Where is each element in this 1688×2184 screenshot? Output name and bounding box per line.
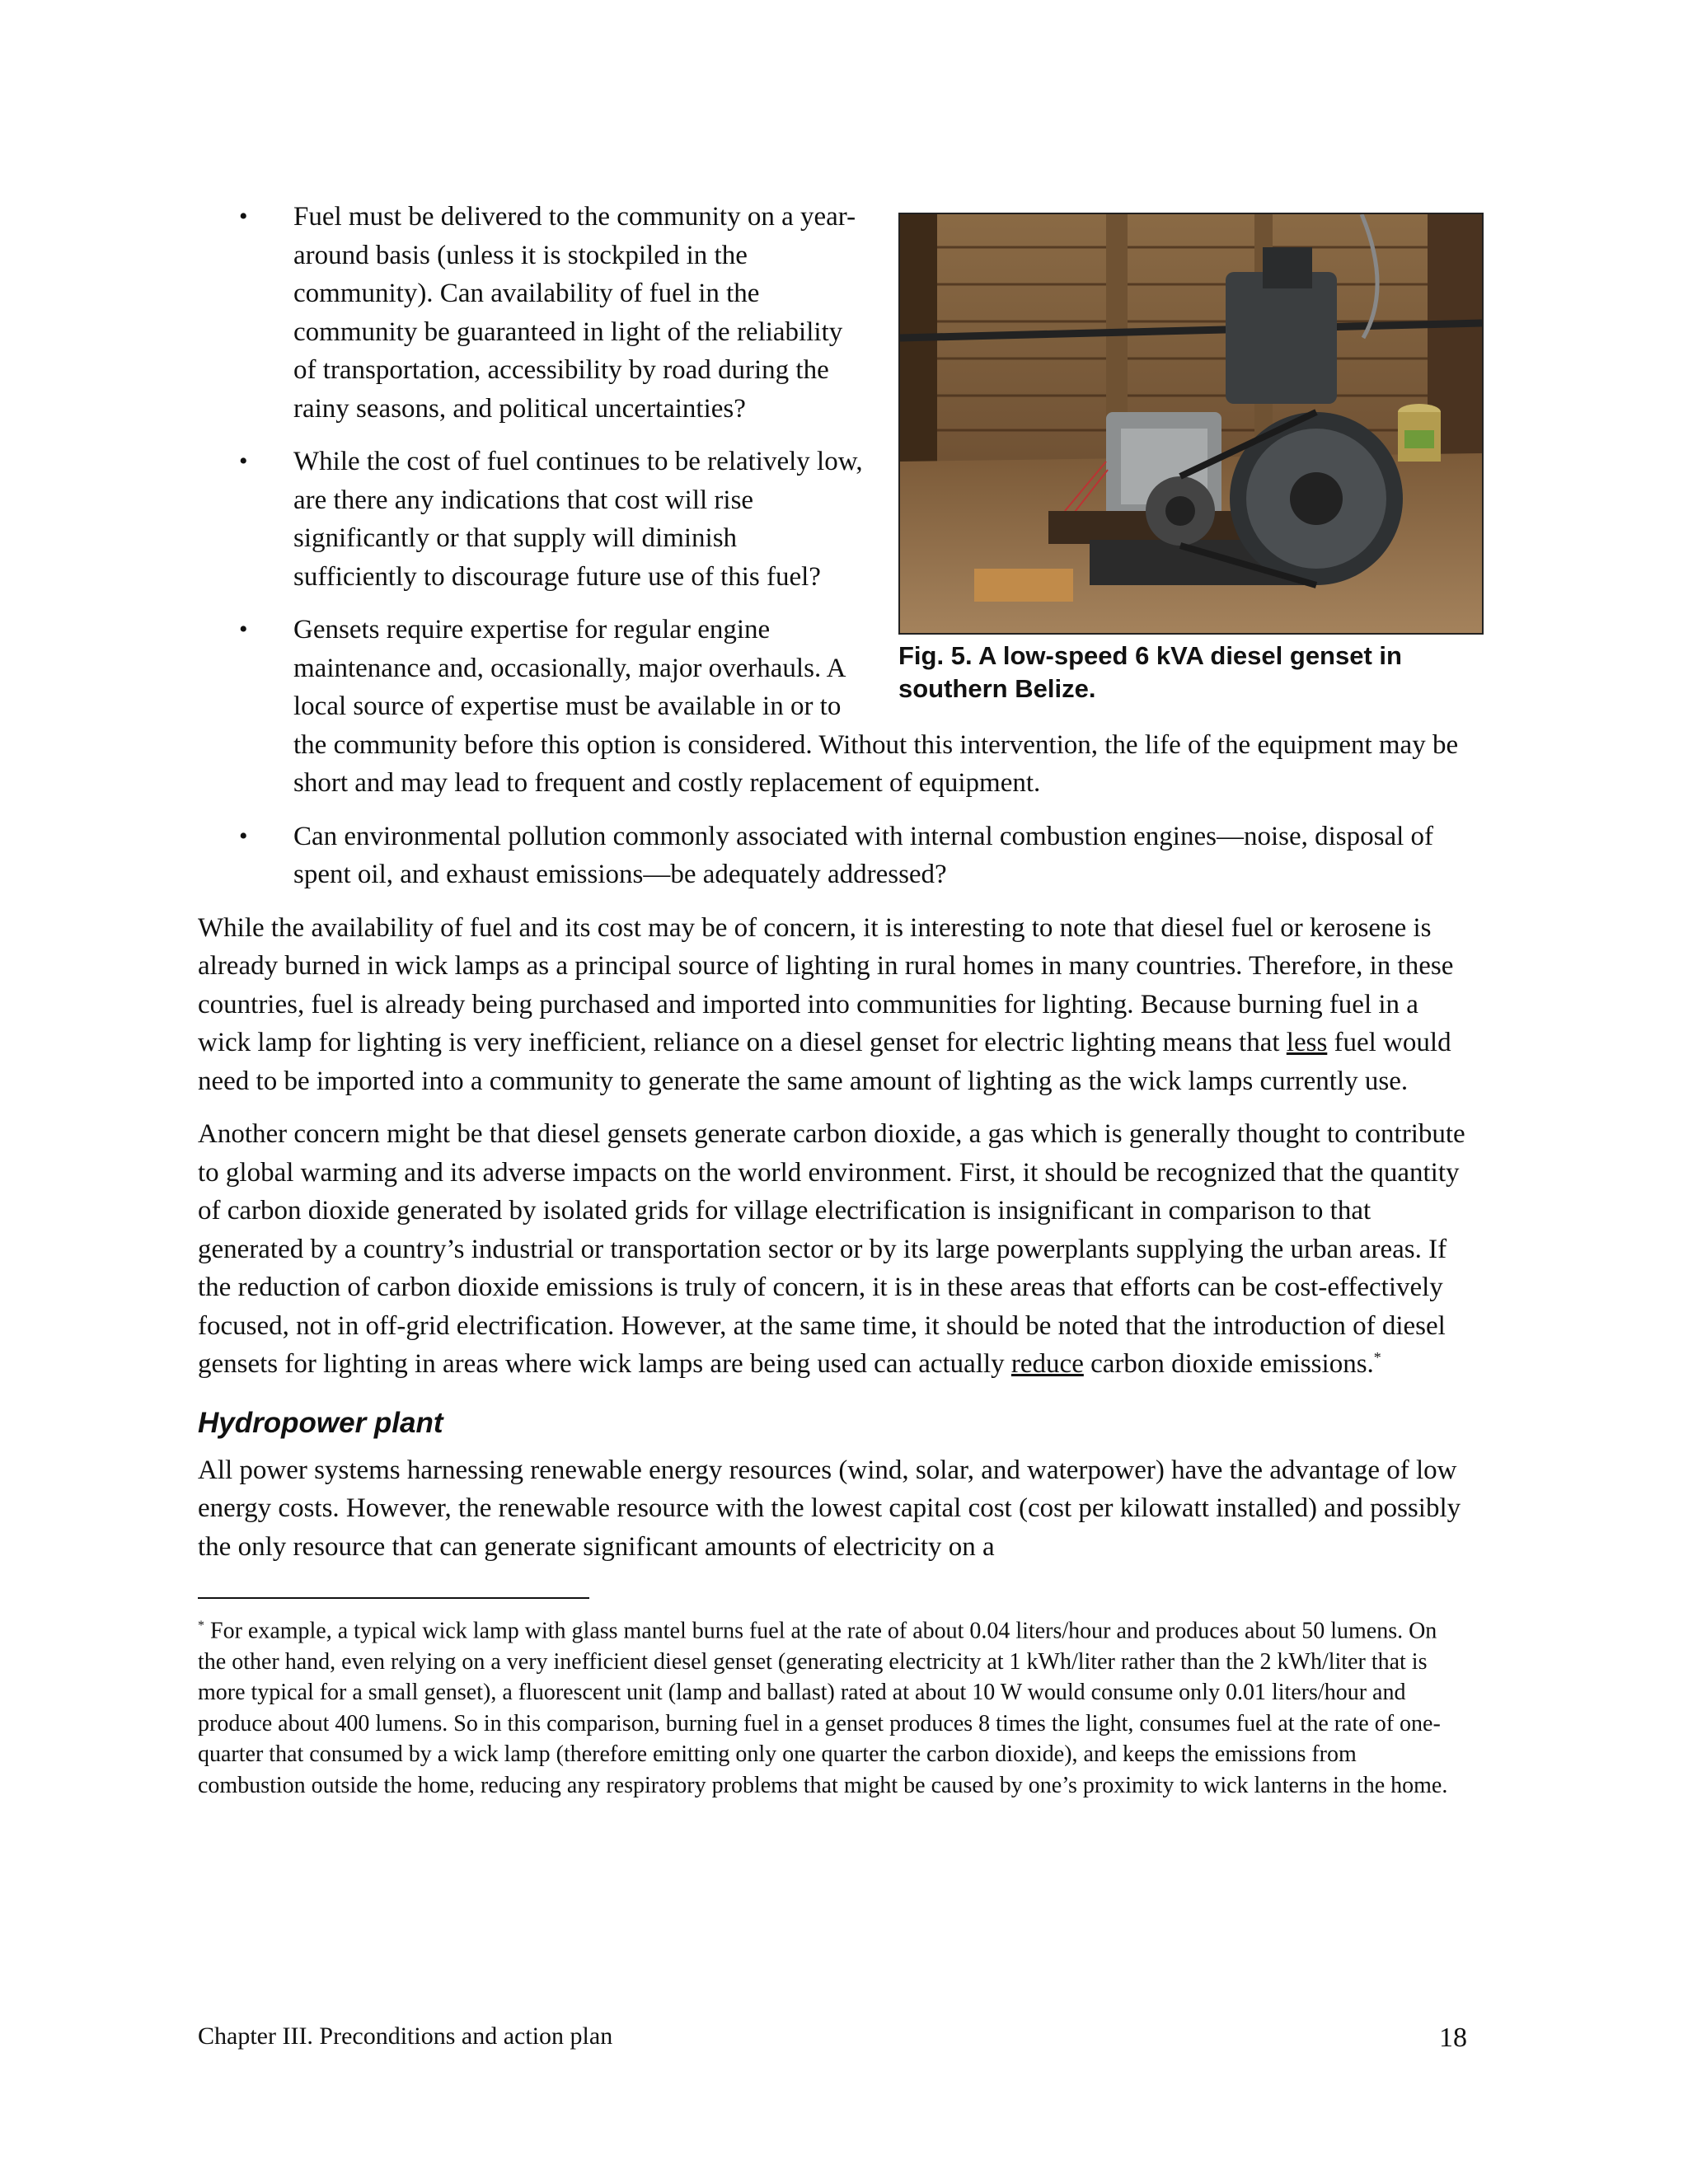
footnote-mark: * — [198, 1619, 204, 1633]
bullet-list — [198, 198, 1467, 894]
footnote-reference[interactable]: * — [1373, 1349, 1381, 1366]
page-number: 18 — [1439, 2022, 1467, 2053]
list-item: • Can environmental pollution commonly associated with internal combustion engines—noise, disposal of spent oil, and exhaust emissions—be adequately addressed? — [198, 818, 1467, 894]
section-heading: Hydropower plant — [198, 1406, 443, 1439]
list-item: • While the cost of fuel continues to be relatively low, are there any indications that cost will rise significantly or that supply will diminish sufficiently to discourage future use of this fuel? — [198, 443, 1467, 596]
underlined-less: less — [1286, 1028, 1328, 1057]
paragraph-carbon-dioxide: Another concern might be that diesel gensets generate carbon dioxide, a gas which is generally thought to contribute to global warming and its adverse impacts on the world environment. First, it should be recognized that the quantity of carbon dioxide generated by isolated grids for village electrification is insignificant in comparison to that generated by a country’s industrial or transportation sector or by its large powerplants supplying the urban areas. If the reduction of carbon dioxide emissions is truly of concern, it is in these areas that efforts can be cost-effectively focused, not in off-grid electrification. However, at the same time, it should be noted that the introduction of diesel gensets for lighting in areas where wick lamps are being used can actually reduce carbon dioxide emissions.* — [198, 1119, 1465, 1379]
figure-caption: Fig. 5. A low-speed 6 kVA diesel genset in southern Belize. — [898, 641, 1402, 703]
list-item: • Fuel must be delivered to the community on a year-around basis (unless it is stockpiled in the community). Can availability of fuel in the community be guaranteed in light of the reliability of transportation, accessibility by road during the rainy seasons, and political uncertainties? — [198, 198, 1467, 428]
footnote: * For example, a typical wick lamp with glass mantel burns fuel at the rate of about 0.04 liters/hour and produces about 50 lumens. On the other hand, even relying on a very inefficient diesel genset (generating electricity at 1 kWh/liter rather than the 2 kWh/liter that is more typical for a small genset), a fluorescent unit (lamp and ballast) rated at about 10 W would consume only 0.01 liters/hour and produce about 400 lumens. So in this comparison, burning fuel in a genset produces 8 times the light, consumes fuel at the rate of one-quarter that consumed by a wick lamp (therefore emitting only one quarter the carbon dioxide), and keeps the emissions from combustion outside the home, reducing any respiratory problems that might be caused by one’s proximity to wick lanterns in the home. — [198, 1618, 1448, 1798]
bullet-icon: • — [239, 822, 248, 850]
paragraph-hydropower: All power systems harnessing renewable energy resources (wind, solar, and waterpower) have the advantage of low energy costs. However, the renewable resource with the lowest capital cost (cost per kilowatt installed) and possibly the only resource that can generate significant amounts of electricity on a — [198, 1455, 1461, 1562]
bullet-icon: • — [239, 203, 248, 230]
page-footer — [198, 2022, 1467, 2054]
underlined-reduce: reduce — [1010, 1349, 1084, 1379]
bullet-icon: • — [239, 616, 248, 643]
paragraph-fuel-availability: While the availability of fuel and its cost may be of concern, it is interesting to note that diesel fuel or kerosene is already burned in wick lamps as a principal source of lighting in rural homes in many countries. Therefore, in these countries, fuel is already being purchased and imported into communities for lighting. Because burning fuel in a wick lamp for lighting is very inefficient, reliance on a diesel genset for electric lighting means that less fuel would need to be imported into a community to generate the same amount of lighting as the wick lamps currently use. — [198, 912, 1454, 1096]
list-item: • Gensets require expertise for regular engine maintenance and, occasionally, major overhauls. A local source of expertise must be available in or to the community before this option is considered. Without this intervention, the life of the equipment may be short and may lead to frequent and costly replacement of equipment. — [198, 611, 1467, 803]
page-content — [198, 198, 1467, 1801]
footnote-divider — [198, 1597, 589, 1599]
bullet-icon: • — [239, 448, 248, 475]
chapter-title: Chapter III. Preconditions and action plan — [198, 2022, 613, 2050]
